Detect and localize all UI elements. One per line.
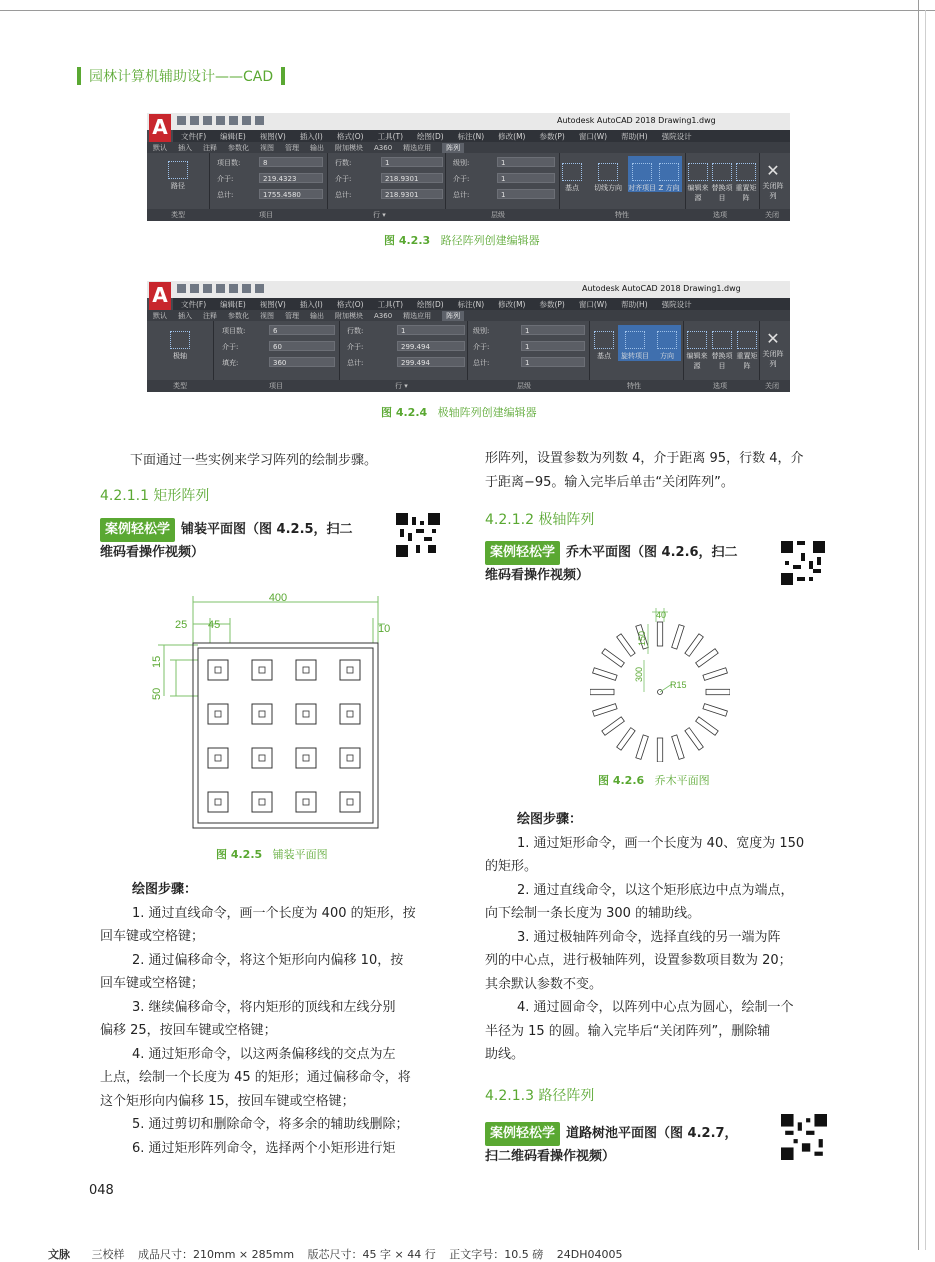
levels-between-input[interactable]: 1 [521,341,585,351]
menu-item[interactable]: 帮助(H) [621,131,648,141]
array-rectangle [696,649,719,667]
levels-count-input[interactable]: 1 [521,325,585,335]
array-rectangle [703,704,727,717]
align-items-button[interactable]: 对齐项目 [628,163,656,193]
case-block-tree-pit [485,1122,770,1168]
figure-number: 图 4.2.6 [598,774,645,787]
close-icon: ✕ [766,329,780,348]
items-count-input[interactable]: 6 [269,325,335,335]
figure-caption-4-2-3 [384,232,540,248]
rows-count-input[interactable]: 1 [381,157,443,167]
panel-title-levels: 层级 [491,211,505,219]
rows-between-label: 介于: [335,175,352,183]
panel-title-options: 选项 [713,211,727,219]
menu-item[interactable]: 参数(P) [539,299,565,309]
levels-between-label: 介于: [453,175,470,183]
trim-line-top [0,10,935,11]
panel-title-close: 关闭 [765,211,779,219]
menu-bar [173,298,790,310]
trim-line-right [918,0,919,1250]
z-direction-button[interactable]: Z 方向 [656,163,682,193]
tree-plan-drawing [590,602,730,762]
tile-outer [340,748,360,768]
levels-total-input[interactable]: 1 [521,357,585,367]
tab-annotate[interactable]: 注释 [203,311,217,320]
tile-outer [296,748,316,768]
rows-between-label: 介于: [347,343,364,351]
left-steps [100,878,452,1160]
items-between-input[interactable]: 60 [269,341,335,351]
tile-outer [208,704,228,724]
dim-10: 10 [378,623,391,635]
tab-addins[interactable]: 附加模块 [335,143,363,152]
levels-count-label: 级别: [473,327,490,335]
ribbon-panels [147,153,790,209]
items-count-label: 项目数: [222,327,246,335]
tile-outer [296,660,316,680]
array-rectangle [617,728,635,751]
tab-addins[interactable]: 附加模块 [335,311,363,320]
header-bar-left [77,67,81,85]
tile-inner [215,711,221,717]
step-line: 回车键或空格键； [100,929,205,944]
tile-inner [259,755,265,761]
reset-matrix-button[interactable]: 重置矩阵 [735,331,759,371]
case-tag: 案例轻松学 [100,518,175,542]
page-number: 048 [89,1183,114,1198]
menu-item[interactable]: 插入(I) [299,131,323,141]
step-line: 3. 通过极轴阵列命令，选择直线的另一端为阵 [517,929,781,945]
section-heading-path-array: 4.2.1.3 路径阵列 [485,1088,595,1104]
tangent-direction-button[interactable]: 切线方向 [589,163,627,193]
replace-item-icon [712,163,732,181]
paving-plan-drawing [150,588,400,838]
autocad-logo-icon[interactable]: A [149,114,171,142]
base-point-button[interactable]: 基点 [557,163,587,193]
menu-item[interactable]: 修改(M) [498,299,526,309]
tab-parametric[interactable]: 参数化 [228,311,249,320]
dim-400: 400 [268,592,288,604]
dim-25: 25 [175,619,188,631]
step-line: 其余默认参数不变。 [485,976,603,992]
step-line: 3. 继续偏移命令，将内矩形的顶线和左线分别 [132,999,396,1015]
step-line: 的矩形。 [485,859,538,874]
figure-caption-4-2-6 [598,772,710,788]
direction-icon [657,331,677,349]
panel-title-options: 选项 [713,382,727,390]
right-steps [485,808,837,1067]
replace-item-button[interactable]: 替换项目 [711,163,733,203]
panel-title-rows[interactable]: 行 ▾ [395,382,408,390]
rows-count-label: 行数: [335,159,352,167]
dim-15: 15 [151,655,163,668]
step-line: 助线。 [485,1047,525,1062]
panel-title-type: 类型 [173,382,187,390]
tile-inner [303,755,309,761]
tab-output[interactable]: 输出 [310,311,324,320]
case-title-cont: 维码看操作视频） [100,545,205,560]
rotate-items-icon [625,331,645,349]
levels-count-label: 级别: [453,159,470,167]
rows-total-label: 总计: [335,191,352,199]
section-heading-rect-array: 4.2.1.1 矩形阵列 [100,488,210,504]
tab-array[interactable]: 阵列 [442,143,464,153]
footer-item: 正文字号：10.5 磅 [449,1248,544,1261]
step-line: 向下绘制一条长度为 300 的辅助线。 [485,906,701,921]
window-title: Autodesk AutoCAD 2018 Drawing1.dwg [582,284,741,293]
menu-item[interactable]: 绘图(D) [417,299,444,309]
case-block-paving [100,518,390,564]
edit-source-button[interactable]: 编辑来源 [685,331,709,371]
items-count-label: 项目数: [217,159,241,167]
rows-total-label: 总计: [347,359,364,367]
items-between-input[interactable]: 219.4323 [259,173,323,183]
tile-inner [215,755,221,761]
case-title: 乔木平面图（图 4.2.6，扫二 [566,545,738,560]
array-rectangle [593,668,617,681]
tile-inner [259,799,265,805]
array-rectangle [696,717,719,735]
steps-title: 绘图步骤： [517,812,583,827]
levels-between-label: 介于: [473,343,490,351]
array-rectangle [672,735,685,759]
menu-item[interactable]: 视图(V) [259,131,286,141]
qr-code-icon[interactable] [396,513,440,557]
tab-featured[interactable]: 精选应用 [403,311,432,320]
case-title-cont: 扫二维码看操作视频） [485,1149,616,1164]
menu-item[interactable]: 文件(F) [181,299,207,309]
array-rectangle [593,704,617,717]
levels-count-input[interactable]: 1 [497,157,555,167]
step-line: 这个矩形向内偏移 15，按回车键或空格键； [100,1093,355,1109]
reset-matrix-icon [736,163,756,181]
ribbon-panels [147,321,790,377]
window-title: Autodesk AutoCAD 2018 Drawing1.dwg [557,116,716,125]
step-line: 列的中心点，进行极轴阵列，设置参数项目数为 20； [485,953,792,968]
panel-title-levels: 层级 [517,382,531,390]
quick-access-toolbar[interactable] [177,116,317,127]
array-rectangle [703,668,727,681]
tile-inner [347,711,353,717]
tab-parametric[interactable]: 参数化 [228,143,249,152]
tile-outer [252,792,272,812]
tab-insert[interactable]: 插入 [178,143,192,152]
items-total-input[interactable]: 1755.4580 [259,189,323,199]
tab-output[interactable]: 输出 [310,143,324,152]
menu-item[interactable]: 标注(N) [457,131,485,141]
header-bar-right [281,67,285,85]
case-title-cont: 维码看操作视频） [485,568,590,583]
tile-outer [252,704,272,724]
array-rectangle [602,649,625,667]
ribbon-tabs [147,310,790,321]
panel-title-type: 类型 [171,211,185,219]
panel-title-close: 关闭 [765,382,779,390]
rows-between-input[interactable]: 218.9301 [381,173,443,183]
tile-outer [252,660,272,680]
direction-button[interactable]: 方向 [653,331,681,361]
tile-outer [340,792,360,812]
menu-item[interactable]: 窗口(W) [578,131,608,141]
tab-default[interactable]: 默认 [153,311,167,320]
levels-total-label: 总计: [453,191,470,199]
step-line: 6. 通过矩形阵列命令，选择两个小矩形进行矩 [132,1140,396,1156]
case-title: 铺装平面图（图 4.2.5，扫二 [181,522,353,537]
levels-total-input[interactable]: 1 [497,189,555,199]
dim-150: 150 [637,630,647,646]
type-button[interactable]: 极轴 [163,331,197,361]
trim-line-right-inner [925,10,926,1250]
tab-view[interactable]: 视图 [260,311,274,320]
step-line: 2. 通过直线命令，以这个矩形底边中点为端点， [517,882,794,898]
tab-annotate[interactable]: 注释 [203,143,217,152]
array-rectangle [617,634,635,657]
menu-bar [173,130,790,142]
ribbon-path-array [147,113,790,221]
dim-300: 300 [634,666,644,682]
tab-default[interactable]: 默认 [153,143,167,152]
reset-matrix-button[interactable]: 重置矩阵 [735,163,757,203]
intro-paragraph: 下面通过一些实例来学习阵列的绘制步骤。 [130,453,378,468]
edit-source-icon [687,331,707,349]
section-heading-polar-array: 4.2.1.2 极轴阵列 [485,512,595,528]
step-line: 上点，绘制一个长度为 45 的矩形；通过偏移命令，将 [100,1070,411,1085]
case-title: 道路树池平面图（图 4.2.7， [566,1126,738,1141]
menu-item[interactable]: 格式(O) [336,299,364,309]
step-line: 半径为 15 的圆。输入完毕后“关闭阵列”，删除辅 [485,1023,771,1039]
array-rectangle [685,728,703,751]
tile-outer [208,660,228,680]
rows-count-label: 行数: [347,327,364,335]
running-header [77,66,285,86]
figure-title: 乔木平面图 [654,774,710,787]
items-fill-label: 填充: [222,359,239,367]
figure-title: 铺装平面图 [272,848,328,861]
tile-outer [252,748,272,768]
dim-r15: R15 [670,680,687,690]
tile-outer [296,704,316,724]
qr-code-icon[interactable] [781,1114,827,1160]
footer-item: 版芯尺寸：45 字 × 44 行 [307,1248,436,1261]
footer-item: 24DH04005 [556,1248,623,1261]
array-rectangle [672,625,685,649]
base-point-icon [562,163,582,181]
step-line: 5. 通过剪切和删除命令，将多余的辅助线删除； [132,1117,409,1132]
tile-inner [215,667,221,673]
autocad-logo-icon[interactable]: A [149,282,171,310]
panel-title-items: 项目 [269,382,283,390]
footer-item: 成品尺寸：210mm × 285mm [138,1248,295,1261]
menu-item[interactable]: 格式(O) [336,131,364,141]
array-rectangle [685,634,703,657]
tile-outer [208,748,228,768]
tab-array[interactable]: 阵列 [442,311,464,321]
figure-title: 极轴阵列创建编辑器 [437,406,537,419]
tile-inner [303,667,309,673]
figure-number: 图 4.2.4 [381,406,428,419]
case-tag: 案例轻松学 [485,541,560,565]
ribbon-panel-titles [147,209,790,221]
step-line: 2. 通过偏移命令，将这个矩形向内偏移 10，按 [132,952,404,968]
figure-caption-4-2-5 [216,846,328,862]
case-tag: 案例轻松学 [485,1122,560,1146]
step-line: 4. 通过圆命令，以阵列中心点为圆心，绘制一个 [517,1000,794,1015]
tile-inner [303,799,309,805]
tile-outer [340,660,360,680]
tile-inner [259,711,265,717]
rotate-items-button[interactable]: 旋转项目 [618,331,652,361]
menu-item[interactable]: 参数(P) [539,131,565,141]
panel-title-properties: 特性 [615,211,629,219]
panel-title-items: 项目 [259,211,273,219]
items-between-label: 介于: [217,175,234,183]
tab-a360[interactable]: A360 [374,143,393,152]
type-button[interactable]: 路径 [161,161,195,191]
reset-matrix-icon [737,331,757,349]
menu-item[interactable]: 工具(T) [377,131,404,141]
menu-item[interactable]: 编辑(E) [220,299,246,309]
array-rectangle [636,735,649,759]
tile-inner [259,667,265,673]
menu-item[interactable]: 修改(M) [498,131,526,141]
panel-title-properties: 特性 [627,382,641,390]
array-rectangle [590,689,614,694]
menu-item[interactable]: 工具(T) [377,299,404,309]
tile-inner [303,711,309,717]
footer-item: 三校样 [91,1248,125,1261]
step-line: 1. 通过矩形命令，画一个长度为 40、宽度为 150 [517,835,805,851]
step-line: 偏移 25，按回车键或空格键； [100,1023,277,1038]
footer-brand: 文脉 [48,1248,70,1261]
case-block-tree [485,541,770,587]
rows-between-input[interactable]: 299.494 [397,341,465,351]
tile-inner [347,755,353,761]
rows-count-input[interactable]: 1 [397,325,465,335]
replace-item-button[interactable]: 替换项目 [710,331,734,371]
tab-featured[interactable]: 精选应用 [403,143,432,152]
base-point-button[interactable]: 基点 [592,331,616,361]
ribbon-polar-array [147,281,790,392]
menu-item[interactable]: 文件(F) [181,131,207,141]
levels-total-label: 总计: [473,359,490,367]
levels-between-input[interactable]: 1 [497,173,555,183]
rows-total-input[interactable]: 299.494 [397,357,465,367]
align-items-icon [632,163,652,181]
figure-caption-4-2-4 [381,404,537,420]
tile-outer [208,792,228,812]
figure-number: 图 4.2.3 [384,234,431,247]
edit-source-button[interactable]: 编辑来源 [687,163,709,203]
ribbon-tabs [147,142,790,153]
step-line: 1. 通过直线命令，画一个长度为 400 的矩形，按 [132,905,416,921]
panel-title-rows[interactable]: 行 ▾ [373,211,386,219]
right-continuation [485,447,835,494]
steps-title: 绘图步骤： [132,882,198,897]
tile-inner [215,799,221,805]
polar-array-icon [170,331,190,349]
step-line: 4. 通过矩形命令，以这两条偏移线的交点为左 [132,1046,396,1062]
path-array-icon [168,161,188,179]
items-between-label: 介于: [222,343,239,351]
tile-outer [296,792,316,812]
close-array-button[interactable]: ✕ 关闭阵列 [762,329,784,368]
menu-item[interactable]: 视图(V) [259,299,286,309]
tab-insert[interactable]: 插入 [178,311,192,320]
array-rectangle [657,622,662,646]
qr-code-icon[interactable] [781,541,825,585]
menu-item[interactable]: 强院设计 [661,299,692,309]
menu-item[interactable]: 强院设计 [661,131,692,141]
tangent-direction-icon [598,163,618,181]
z-direction-icon [659,163,679,181]
close-icon: ✕ [766,161,780,180]
paragraph-line: 形阵列，设置参数为列数 4，介于距离 95，行数 4，介 [485,451,804,466]
figure-title: 路径阵列创建编辑器 [440,234,540,247]
rows-total-input[interactable]: 218.9301 [381,189,443,199]
ribbon-panel-titles [147,380,790,392]
close-array-button[interactable]: ✕ 关闭阵列 [762,161,784,200]
items-total-label: 总计: [217,191,234,199]
step-line: 回车键或空格键； [100,976,205,991]
tile-inner [347,667,353,673]
replace-item-icon [712,331,732,349]
tile-inner [347,799,353,805]
array-rectangle [657,738,662,762]
dim-45: 45 [208,619,221,631]
menu-item[interactable]: 插入(I) [299,299,323,309]
paragraph-line: 于距离−95。输入完毕后单击“关闭阵列”。 [485,474,734,490]
array-rectangle [706,689,730,694]
menu-item[interactable]: 帮助(H) [621,299,648,309]
dim-50: 50 [151,687,163,700]
items-count-input[interactable]: 8 [259,157,323,167]
tab-view[interactable]: 视图 [260,143,274,152]
menu-item[interactable]: 编辑(E) [220,131,246,141]
running-title: 园林计算机辅助设计——CAD [89,69,274,85]
array-rectangle [602,717,625,735]
tab-a360[interactable]: A360 [374,311,393,320]
tile-outer [340,704,360,724]
tab-manage[interactable]: 管理 [285,143,299,152]
tab-manage[interactable]: 管理 [285,311,299,320]
base-point-icon [594,331,614,349]
items-fill-input[interactable]: 360 [269,357,335,367]
menu-item[interactable]: 窗口(W) [578,299,608,309]
menu-item[interactable]: 标注(N) [457,299,485,309]
menu-item[interactable]: 绘图(D) [417,131,444,141]
tile-grid [208,660,360,812]
figure-number: 图 4.2.5 [216,848,263,861]
edit-source-icon [688,163,708,181]
quick-access-toolbar[interactable] [177,284,317,295]
dim-40: 40 [656,610,667,620]
